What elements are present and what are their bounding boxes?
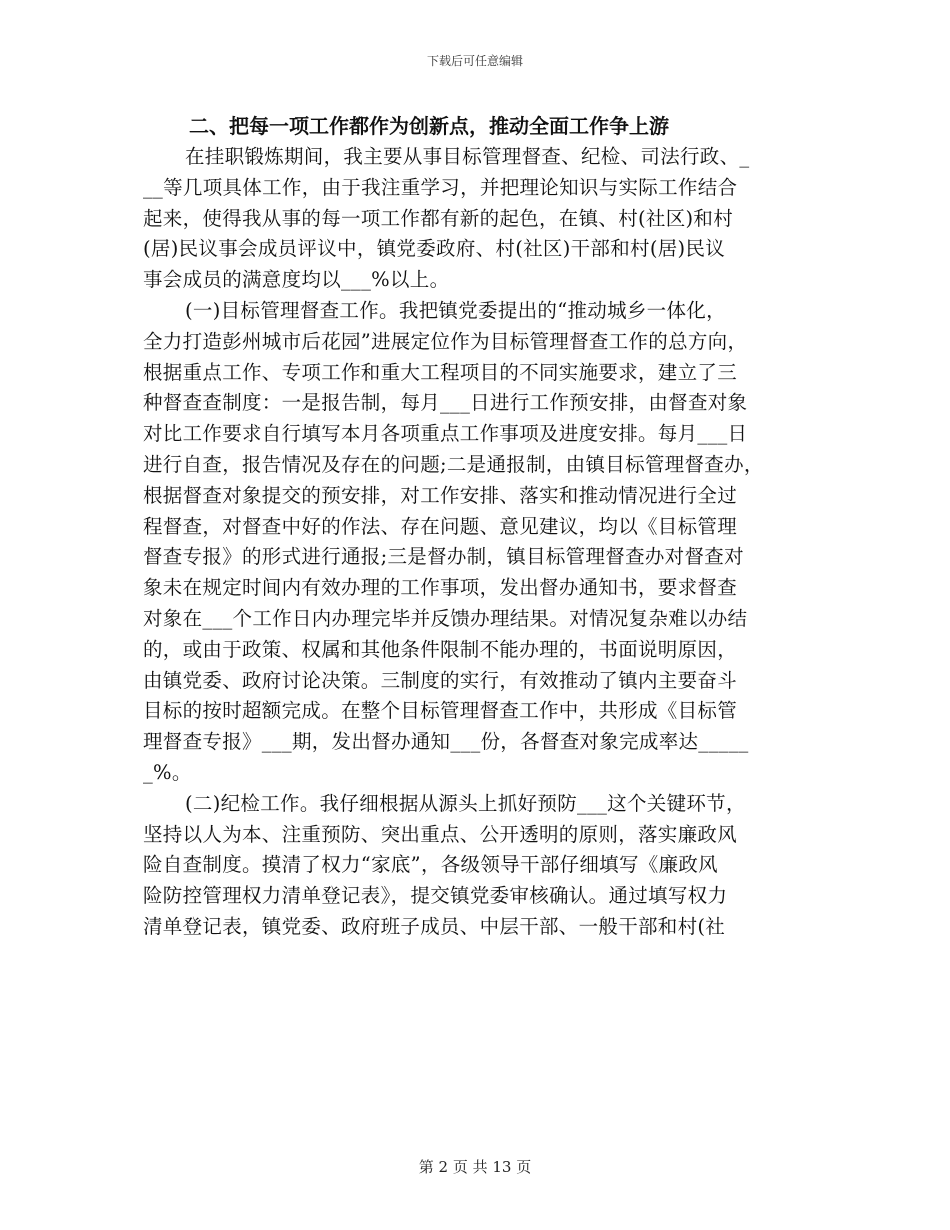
paragraph-container [143,142,815,943]
paragraph [143,142,815,296]
paragraph-line: 全力打造彭州城市后花园”进展定位作为目标管理督查工作的总方向， [143,329,748,353]
page-footer: 第 2 页 共 13 页 [418,1158,532,1176]
paragraph [143,789,815,943]
paragraph-line: __等几项具体工作，由于我注重学习，并把理论知识与实际工作结合 [143,175,738,199]
paragraph-line: 象未在规定时间内有效办理的工作事项，发出督办通知书，要求督查 [143,576,738,600]
paragraph-line: 事会成员的满意度均以___%以上。 [143,268,450,292]
paragraph-line: (居)民议事会成员评议中，镇党委政府、村(社区)干部和村(居)民议 [143,237,726,261]
paragraph-line: 目标的按时超额完成。在整个目标管理督查工作中，共形成《目标管 [143,699,738,723]
section-heading: 二、把每一项工作都作为创新点，推动全面工作争上游 [189,114,669,138]
paragraph-line: 在挂职锻炼期间，我主要从事目标管理督查、纪检、司法行政、_ [185,145,750,168]
paragraph-line: (二)纪检工作。我仔细根据从源头上抓好预防___这个关键环节， [185,791,746,815]
paragraph-line: 根据重点工作、专项工作和重大工程项目的不同实施要求，建立了三 [143,360,738,384]
paragraph-line: 理督查专报》___期，发出督办通知___份，各督查对象完成率达_____ [143,730,749,754]
paragraph-line: 对象在___个工作日内办理完毕并反馈办理结果。对情况复杂难以办结 [143,606,748,630]
paragraph-line: 险自查制度。摸清了权力“家底”，各级领导干部仔细填写《廉政风 [143,853,718,877]
paragraph-line: (一)目标管理督查工作。我把镇党委提出的“推动城乡一体化， [185,298,726,322]
paragraph-line: 督查专报》的形式进行通报;三是督办制，镇目标管理督查办对督查对 [143,545,744,569]
paragraph-line: 清单登记表，镇党委、政府班子成员、中层干部、一般干部和村(社 [143,914,726,938]
paragraph-line: 对比工作要求自行填写本月各项重点工作事项及进度安排。每月___日 [143,422,748,446]
paragraph [143,296,815,789]
paragraph-line: 程督查，对督查中好的作法、存在问题、意见建议，均以《目标管理 [143,514,738,538]
paragraph-line: 险防控管理权力清单登记表》，提交镇党委审核确认。通过填写权力 [143,884,728,908]
document-body [143,110,815,943]
page-header: 下载后可任意编辑 [426,54,523,68]
paragraph-line: 的，或由于政策、权属和其他条件限制不能办理的，书面说明原因， [143,637,738,661]
paragraph-line: 由镇党委、政府讨论决策。三制度的实行，有效推动了镇内主要奋斗 [143,668,738,692]
paragraph-line: _%。 [143,760,192,784]
paragraph-line: 坚持以人为本、注重预防、突出重点、公开透明的原则，落实廉政风 [143,822,738,846]
paragraph-line: 起来，使得我从事的每一项工作都有新的起色，在镇、村(社区)和村 [143,206,734,230]
paragraph-line: 种督查查制度：一是报告制，每月___日进行工作预安排，由督查对象 [143,391,748,415]
paragraph-line: 根据督查对象提交的预安排，对工作安排、落实和推动情况进行全过 [143,483,738,507]
paragraph-line: 进行自查，报告情况及存在的问题;二是通报制，由镇目标管理督查办， [143,452,764,476]
